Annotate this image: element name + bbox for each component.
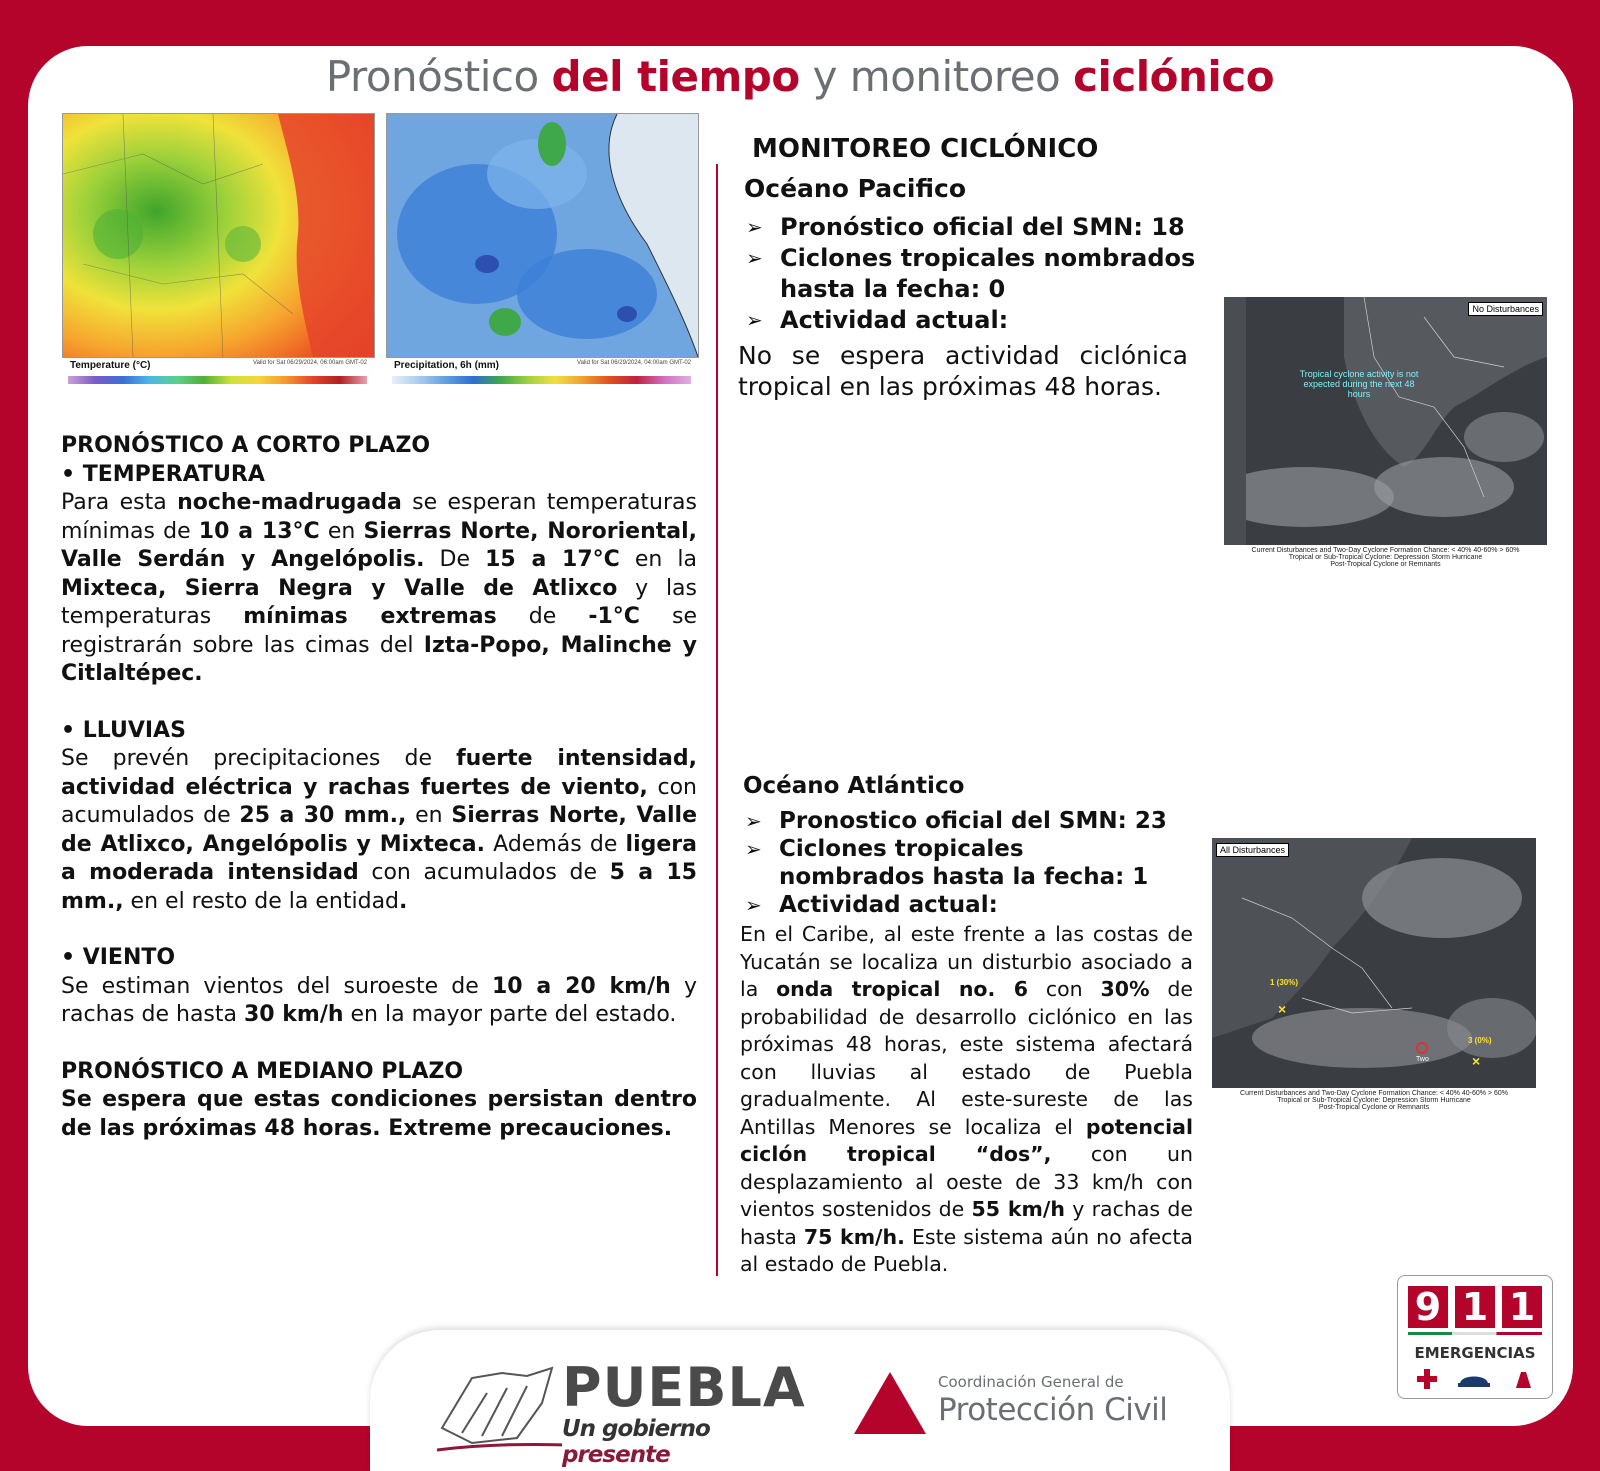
title-highlight: ciclónico xyxy=(1073,52,1275,101)
flag-stripe xyxy=(1408,1332,1542,1335)
disturbance-3-marker: 3 (0%) xyxy=(1468,1036,1492,1045)
temperature-legend-label: Temperature (°C) xyxy=(70,360,151,371)
precipitation-map-image xyxy=(387,114,698,357)
atlantic-bullet-named: ➢ Ciclones tropicales nombrados hasta la fecha: 1 xyxy=(745,836,1149,890)
short-term-forecast xyxy=(61,432,697,1143)
precipitation-legend xyxy=(386,358,697,394)
digit-1: 1 xyxy=(1502,1286,1542,1328)
atlantic-sat-caption: Current Disturbances and Two-Day Cyclone Formation Chance: < 40% 40-60% > 60% Tropical or Sub-Tropical Cyclone: Depression Storm Hurricane Post-Tropical Cyclone or Remnants xyxy=(1240,1090,1508,1111)
precipitation-legend-label: Precipitation, 6h (mm) xyxy=(394,360,500,371)
atlantic-badge: All Disturbances xyxy=(1216,843,1289,857)
temperature-color-scale xyxy=(68,376,367,384)
atlantic-satellite-graphic xyxy=(1212,838,1536,1088)
digit-9: 9 xyxy=(1408,1286,1448,1328)
column-divider xyxy=(716,164,718,1276)
triangle-icon xyxy=(852,1370,928,1436)
proteccion-civil-logo xyxy=(852,1370,1182,1440)
pacific-bullet-activity: ➢ Actividad actual: xyxy=(746,306,1009,334)
arrow-icon: ➢ xyxy=(745,837,762,861)
medium-term-text: Se espera que estas condiciones persistan dentro de las próximas 48 horas. Extreme precauciones. xyxy=(61,1087,697,1141)
pc-title: Protección Civil xyxy=(938,1392,1168,1428)
temperature-valid-time: Valid for Sat 06/29/2024, 06:00am GMT-02 xyxy=(253,360,367,366)
puebla-emblem xyxy=(432,1358,562,1453)
temperature-map xyxy=(62,113,375,358)
temperature-text: Para esta noche-madrugada se esperan temperaturas mínimas de 10 a 13°C en Sierras Norte, Nororiental, Valle Serdán y Angelópolis. De 15 a 17°C en la Mixteca, Sierra Negra y Valle de Atlixco y las temperaturas mínimas extremas de -1°C se registrarán sobre las cimas del Izta-Popo, Malinche y Citlaltépec. xyxy=(61,490,698,686)
title-part: Pronóstico xyxy=(325,52,552,101)
arrow-icon: ➢ xyxy=(746,246,763,270)
precipitation-valid-time: Valid for Sat 06/29/2024, 04:00am GMT-02 xyxy=(577,360,691,366)
pacific-bullet-forecast: ➢ Pronóstico oficial del SMN: 18 xyxy=(746,213,1185,241)
puebla-wordmark: PUEBLA xyxy=(562,1356,806,1419)
arrow-icon: ➢ xyxy=(746,215,763,239)
title-part: y monitoreo xyxy=(799,52,1074,101)
puebla-slogan: Un gobierno presente xyxy=(562,1416,710,1468)
precipitation-color-scale xyxy=(392,376,691,384)
emergency-icons xyxy=(1398,1366,1552,1394)
pacific-badge: No Disturbances xyxy=(1468,302,1543,316)
pacific-heading: Océano Pacifico xyxy=(744,174,967,203)
atlantic-text: En el Caribe, al este frente a las costas de Yucatán se localiza un disturbio asociado a la onda tropical no. 6 con 30% de probabilidad de desarrollo ciclónico en las próximas 48 horas, este sistema afectará con lluvias al estado de Puebla gradualmente. Al este-sureste de las Antillas Menores se localiza el potencial ciclón tropical “dos”, con un desplazamiento al oeste de 33 km/h con vientos sostenidos de 55 km/h y rachas de hasta 75 km/h. Este sistema aún no afecta al estado de Puebla. xyxy=(740,922,1193,1276)
pc-subtitle: Coordinación General de xyxy=(938,1373,1124,1391)
svg-text:×: × xyxy=(1472,1053,1481,1069)
atlantic-bullet-forecast: ➢ Pronostico oficial del SMN: 23 xyxy=(745,808,1167,834)
disturbance-1-marker: 1 (30%) xyxy=(1270,978,1299,987)
precipitation-map xyxy=(386,113,699,358)
temperature-heading: • TEMPERATURA xyxy=(61,461,265,487)
arrow-icon: ➢ xyxy=(746,308,763,332)
emergencias-label: EMERGENCIAS xyxy=(1414,1344,1536,1362)
pacific-bullet-named: ➢ Ciclones tropicales nombrados hasta la fecha: 0 xyxy=(746,244,1196,303)
atlantic-heading: Océano Atlántico xyxy=(743,773,965,799)
monitoring-title: MONITOREO CICLÓNICO xyxy=(752,134,1099,164)
svg-text:×: × xyxy=(1278,1001,1287,1017)
arrow-icon: ➢ xyxy=(745,893,762,917)
puebla-logo xyxy=(432,1356,812,1468)
pacific-satellite-graphic xyxy=(1224,297,1547,545)
atlantic-satellite-image xyxy=(1212,838,1536,1088)
title-highlight: del tiempo xyxy=(551,52,800,101)
wind-text: Se estiman vientos del suroeste de 10 a 20 km/h y rachas de hasta 30 km/h en la mayor parte del estado. xyxy=(61,973,698,1027)
emergency-911-logo xyxy=(1397,1275,1553,1399)
medium-term-heading: PRONÓSTICO A MEDIANO PLAZO xyxy=(61,1058,464,1084)
pacific-text: No se espera actividad ciclónica tropical en las próximas 48 horas. xyxy=(738,341,1188,401)
storm-two-label: Two xyxy=(1416,1056,1429,1063)
wind-heading: • VIENTO xyxy=(61,945,176,970)
atlantic-bullet-activity: ➢ Actividad actual: xyxy=(745,892,998,918)
arrow-icon: ➢ xyxy=(745,809,762,833)
temperature-map-image xyxy=(63,114,374,357)
pacific-sat-caption: Current Disturbances and Two-Day Cyclone Formation Chance: < 40% 40-60% > 60% Tropical or Sub-Tropical Cyclone: Depression Storm Hurricane Post-Tropical Cyclone or Remnants xyxy=(1251,547,1520,568)
digit-1: 1 xyxy=(1455,1286,1495,1328)
page-title xyxy=(0,52,1600,101)
rain-text: Se prevén precipitaciones de fuerte intensidad, actividad eléctrica y rachas fuertes de viento, con acumulados de 25 a 30 mm., en Sierras Norte, Valle de Atlixco, Angelópolis y Mixteca. Además de ligera a moderada intensidad con acumulados de 5 a 15 mm., en el resto de la entidad. xyxy=(61,746,698,914)
pacific-satellite-image xyxy=(1224,297,1547,545)
pacific-sat-message: Tropical cyclone activity is not expected during the next 48 hours xyxy=(1299,369,1419,399)
rain-heading: • LLUVIAS xyxy=(61,717,186,743)
short-term-heading: PRONÓSTICO A CORTO PLAZO xyxy=(61,433,431,458)
temperature-legend xyxy=(62,358,373,394)
